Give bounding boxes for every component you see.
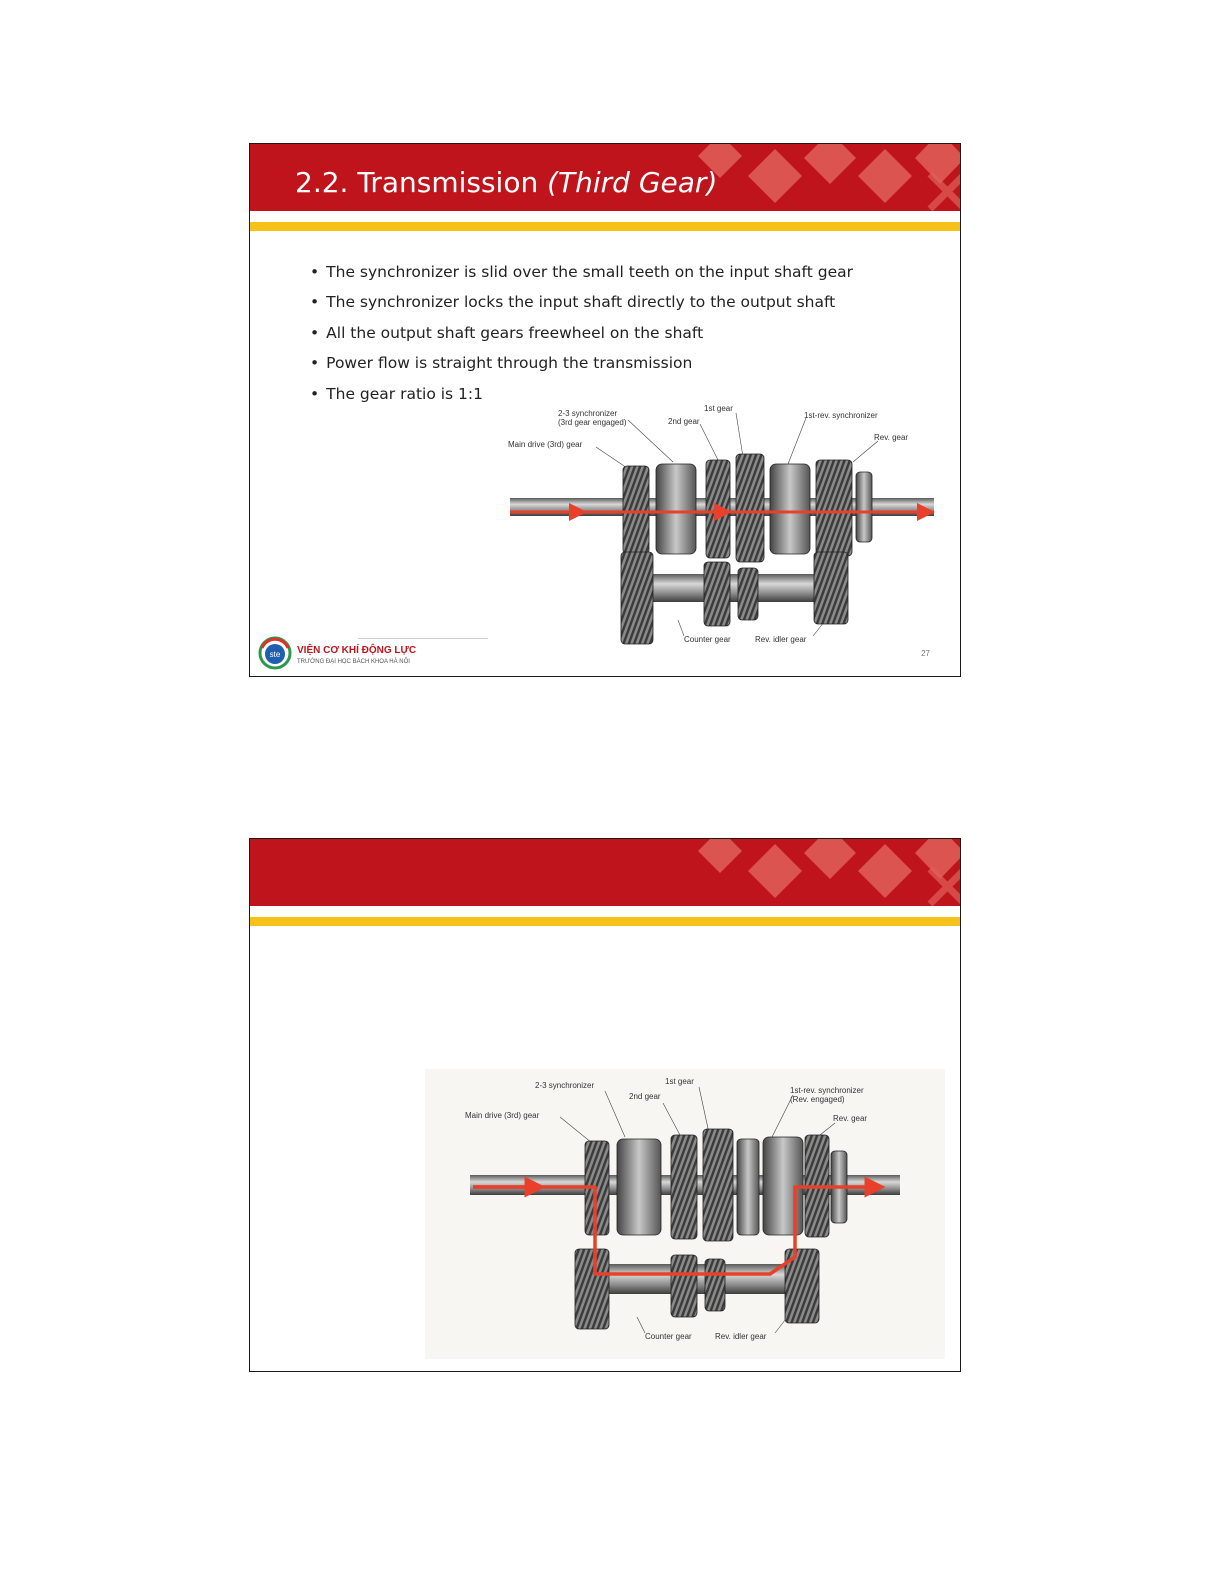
- bullet-item: • All the output shaft gears freewheel on the shaft: [310, 318, 853, 348]
- label-main-drive: Main drive (3rd) gear: [465, 1111, 540, 1120]
- bullet-list: [310, 257, 853, 409]
- label-counter-gear: Counter gear: [684, 635, 731, 644]
- org-subtitle: TRƯỜNG ĐẠI HỌC BÁCH KHOA HÀ NỘI: [297, 659, 410, 665]
- slide-27: [249, 143, 961, 677]
- bullet-item: • The gear ratio is 1:1: [310, 379, 853, 409]
- bullet-item: • The synchronizer is slid over the small teeth on the input shaft gear: [310, 257, 853, 287]
- transmission-reverse-gear-figure: [425, 1069, 945, 1364]
- slide-title: [295, 166, 717, 200]
- slide-28: [249, 838, 961, 1372]
- bullet-item: • Power flow is straight through the transmission: [310, 348, 853, 378]
- label-main-drive: Main drive (3rd) gear: [508, 440, 583, 449]
- label-second-gear: 2nd gear: [629, 1092, 661, 1101]
- title-italic: (Third Gear): [547, 166, 718, 199]
- label-sync1rev-sub: (Rev. engaged): [790, 1095, 845, 1104]
- label-sync23: 2-3 synchronizer: [558, 409, 618, 418]
- org-name: VIỆN CƠ KHÍ ĐỘNG LỰC: [297, 645, 417, 656]
- label-sync1rev: 1st-rev. synchronizer: [790, 1086, 864, 1095]
- transmission-third-gear-figure: [508, 402, 938, 657]
- label-sync1rev: 1st-rev. synchronizer: [804, 411, 878, 420]
- label-sync23-sub: (3rd gear engaged): [558, 418, 627, 427]
- footer-divider: [358, 638, 488, 639]
- gold-band: [250, 917, 960, 926]
- label-second-gear: 2nd gear: [668, 417, 700, 426]
- label-rev-gear: Rev. gear: [833, 1114, 868, 1123]
- label-rev-idler: Rev. idler gear: [755, 635, 807, 644]
- label-first-gear: 1st gear: [704, 404, 733, 413]
- page-number: 27: [921, 649, 930, 658]
- gold-band: [250, 222, 960, 231]
- title-main: 2.2. Transmission: [295, 166, 548, 199]
- institute-logo: [258, 636, 292, 670]
- label-rev-gear: Rev. gear: [874, 433, 909, 442]
- label-rev-idler: Rev. idler gear: [715, 1332, 767, 1341]
- label-counter-gear: Counter gear: [645, 1332, 692, 1341]
- gearbox-illustration: [425, 1069, 945, 1359]
- logo-text: ste: [269, 650, 281, 659]
- slide-header: [250, 144, 960, 211]
- gearbox-illustration: [508, 402, 938, 652]
- diamond-pattern: [680, 144, 960, 211]
- label-sync23: 2-3 synchronizer: [535, 1081, 595, 1090]
- diamond-pattern: [680, 839, 960, 906]
- label-first-gear: 1st gear: [665, 1077, 694, 1086]
- bullet-item: • The synchronizer locks the input shaft directly to the output shaft: [310, 287, 853, 317]
- slide-header: [250, 839, 960, 906]
